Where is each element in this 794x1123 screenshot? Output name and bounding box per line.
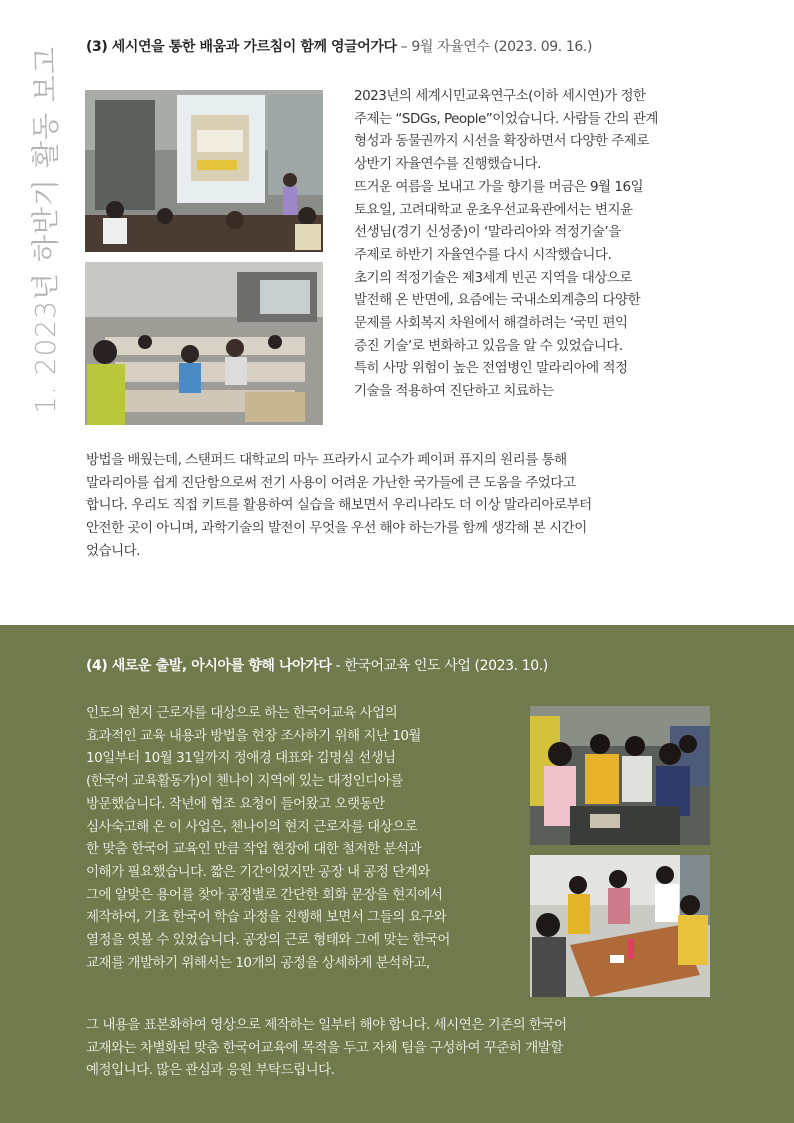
paragraph-line: 제작하여, 기초 한국어 학습 과정을 진행해 보면서 그들의 요구와: [86, 909, 447, 926]
section3-body-full-width: [86, 449, 766, 563]
paragraph-line: 상반기 자율연수를 진행했습니다.: [354, 156, 541, 173]
paragraph-line: 안전한 곳이 아니며, 과학기술의 발전이 무엇을 우선 해야 하는가를 함께 생각해 본 시간이: [86, 520, 587, 537]
paragraph-line: 이해가 필요했습니다. 짧은 기간이었지만 공장 내 공정 단계와: [86, 863, 430, 880]
paragraph-line: 뜨거운 여름을 보내고 가을 향기를 머금은 9월 16일: [354, 178, 644, 195]
paragraph-line: 발전해 온 반면에, 요즘에는 국내소외계층의 다양한: [354, 292, 641, 309]
paragraph-line: 증진 기술’로 변화하고 있음을 알 수 있었습니다.: [354, 337, 623, 354]
section4-body-beside-photos: [86, 702, 526, 974]
paragraph-line: 심사숙고해 온 이 사업은, 첸나이의 현지 근로자를 대상으로: [86, 818, 418, 835]
paragraph-line: 10일부터 10월 31일까지 정애경 대표와 김명실 선생님: [86, 750, 396, 767]
paragraph-line: 인도의 현지 근로자를 대상으로 하는 한국어교육 사업의: [86, 705, 398, 721]
paragraph-line: 형성과 동물권까지 시선을 확장하면서 다양한 주제로: [354, 133, 649, 150]
paragraph-line: 특히 사망 위험이 높은 전염병인 말라리아에 적정: [354, 360, 628, 377]
paragraph-line: 교재를 개발하기 위해서는 10개의 공정을 상세하게 분석하고,: [86, 954, 430, 971]
paragraph-line: 합니다. 우리도 직접 키트를 활용하여 실습을 해보면서 우리나라도 더 이상 말라리아로부터: [86, 497, 592, 514]
paragraph-line: 초기의 적정기술은 제3세계 빈곤 지역을 대상으로: [354, 269, 632, 286]
paragraph-line: 기술을 적용하여 진단하고 치료하는: [354, 383, 554, 400]
section3-body-beside-photos: [354, 85, 736, 403]
section4-heading: [86, 655, 776, 677]
section4-heading-sub: - 한국어교육 인도 사업 (2023. 10.): [331, 658, 548, 674]
meeting-table-photo-icon: [530, 855, 710, 997]
paragraph-line: 2023년의 세계시민교육연구소(이하 세시연)가 정한: [354, 88, 646, 104]
paragraph-line: 선생님(경기 신성중)이 ‘말라리아와 적정기술’을: [354, 224, 621, 241]
paragraph-line: 주제는 “SDGs, People”이었습니다. 사람들 간의 관계: [354, 110, 658, 127]
paragraph-line: 문제를 사회복지 차원에서 해결하려는 ‘국민 편익: [354, 315, 628, 332]
paragraph-line: 효과적인 교육 내용과 방법을 현장 조사하기 위해 지난 10월: [86, 727, 421, 744]
side-title: [20, 30, 68, 430]
paragraph-line: 한 맞춤 한국어 교육인 만큼 작업 현장에 대한 철저한 분석과: [86, 841, 422, 858]
classroom-photo-icon: [85, 262, 323, 425]
section3-heading: [86, 36, 776, 58]
paragraph-line: 그에 알맞은 용어를 찾아 공정별로 간단한 회화 문장을 현지에서: [86, 886, 443, 903]
section3-heading-sub: – 9월 자율연수 (2023. 09. 16.): [396, 39, 593, 55]
section4-heading-bold: (4) 새로운 출발, 아시아를 향해 나아가다: [86, 658, 332, 674]
paragraph-line: 그 내용을 표본화하여 영상으로 제작하는 일부터 해야 합니다. 세시연은 기존의 한국어: [86, 1017, 567, 1033]
section4-body-full-width: [86, 1014, 766, 1082]
section3-heading-bold: (3) 세시연을 통한 배움과 가르침이 함께 영글어가다: [86, 39, 397, 55]
paragraph-line: 말라리아를 쉽게 진단함으로써 전기 사용이 어려운 가난한 국가들에 큰 도움을 주었다고: [86, 474, 576, 491]
paragraph-line: 교재와는 차별화된 맞춤 한국어교육에 목적을 두고 자체 팀을 구성하여 꾸준히 개발할: [86, 1039, 563, 1056]
lecture-photo-icon: [85, 90, 323, 252]
paragraph-line: 었습니다.: [86, 542, 140, 559]
paragraph-line: (한국어 교육활동가)이 첸나이 지역에 있는 대정인디아를: [86, 773, 403, 790]
paragraph-line: 방법을 배웠는데, 스탠퍼드 대학교의 마누 프라카시 교수가 페이퍼 퓨지의 원리를 통해: [86, 452, 567, 468]
side-title-text: 1. 2023년 하반기 활동 보고: [29, 46, 62, 414]
paragraph-line: 주제로 하반기 자율연수를 다시 시작했습니다.: [354, 246, 612, 263]
paragraph-line: 열정을 엿볼 수 있었습니다. 공장의 근로 형태와 그에 맞는 한국어: [86, 932, 450, 949]
paragraph-line: 방문했습니다. 작년에 협조 요청이 들어왔고 오랫동안: [86, 795, 385, 812]
paragraph-line: 토요일, 고려대학교 운초우선교육관에서는 변지윤: [354, 201, 633, 218]
factory-visit-photo-icon: [530, 706, 710, 845]
paragraph-line: 예정입니다. 많은 관심과 응원 부탁드립니다.: [86, 1062, 335, 1079]
